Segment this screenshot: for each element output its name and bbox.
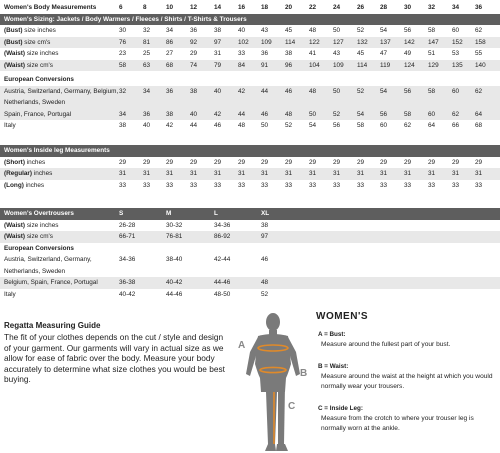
row-label-unit: size inches [24, 27, 56, 34]
table-cell: 46 [214, 122, 222, 129]
section-header-bar [0, 14, 500, 26]
table-cell: 49 [404, 50, 412, 57]
size-header: L [214, 210, 218, 217]
waist-text: Measure around the waist at the height at which you would normally wear your trousers. [321, 373, 493, 390]
table-cell: 76 [119, 38, 127, 46]
table-cell: 33 [166, 181, 174, 189]
size-header: 28 [380, 4, 388, 11]
table-cell: 135 [452, 61, 463, 69]
table-cell: 33 [190, 181, 198, 189]
table-cell: 32 [143, 27, 151, 34]
table-cell: 31 [475, 170, 483, 177]
table-cell: 31 [190, 170, 198, 177]
table-cell: 52 [357, 87, 365, 95]
table-cell: 62 [475, 27, 483, 34]
inside-leg-table [0, 145, 500, 191]
table-cell: 46 [261, 256, 269, 263]
table-cell: 44 [190, 122, 198, 129]
table-cell: 44 [261, 87, 269, 95]
table-cell: 33 [309, 181, 317, 189]
table-cell: 62 [404, 122, 412, 129]
table-cell: 50 [333, 27, 341, 34]
table-cell: 33 [428, 181, 436, 189]
table-cell: 114 [357, 61, 368, 69]
table-cell: 152 [452, 38, 463, 46]
table-cell: 29 [190, 158, 198, 166]
table-cell: 38 [261, 221, 269, 229]
table-cell: 23 [119, 50, 127, 57]
row-label: Austria, Switzerland, Germany, Belgium, [4, 87, 119, 95]
table-cell: 58 [404, 110, 412, 118]
table-cell: 33 [380, 181, 388, 189]
table-row [0, 180, 500, 192]
size-header: 22 [309, 4, 317, 11]
table-cell: 109 [333, 61, 344, 69]
table-cell: 36 [166, 87, 174, 95]
table-cell: 38 [214, 27, 222, 34]
table-cell: 43 [261, 27, 269, 34]
table-cell: 55 [475, 50, 483, 57]
table-cell: 31 [309, 170, 317, 177]
row-label-unit: inches [26, 158, 46, 166]
section-title: Women's Overtrousers [4, 210, 74, 217]
table-cell: 66 [452, 122, 460, 129]
table-cell: 42 [166, 122, 174, 129]
size-header: M [166, 210, 172, 217]
table-cell: 29 [428, 158, 436, 166]
table-cell: 137 [380, 38, 391, 46]
row-label: Austria, Switzerland, Germany, [4, 256, 92, 263]
table-cell: 29 [404, 158, 412, 166]
table-cell: 127 [333, 38, 344, 46]
table-cell: 29 [261, 158, 269, 166]
table-cell: 34 [119, 110, 127, 118]
table-cell: 114 [285, 38, 296, 46]
table-cell: 96 [285, 61, 293, 69]
inside-leg-text: Measure from the crotch to where your trouser leg is normally worn at the ankle. [321, 415, 474, 432]
table-cell: 54 [309, 122, 317, 129]
table-cell: 74 [190, 61, 198, 69]
size-header: 8 [143, 4, 147, 11]
row-label-key: (Bust) [4, 38, 23, 46]
table-cell: 58 [357, 122, 365, 129]
figure-label-b: B [300, 368, 308, 379]
table-cell: 64 [428, 122, 436, 129]
row-label [4, 231, 53, 243]
table-cell: 36 [261, 50, 269, 57]
table-cell: 92 [190, 38, 198, 46]
table-cell: 31 [428, 170, 436, 177]
row-label [4, 60, 53, 72]
table-cell: 40 [190, 110, 198, 118]
section-header-bar [0, 145, 500, 157]
table-cell: 48 [309, 87, 317, 95]
table-cell: 32 [119, 87, 127, 95]
table-cell: 84 [238, 61, 246, 69]
row-label: Netherlands, Sweden [4, 99, 66, 106]
size-header: 24 [333, 4, 341, 11]
section-title: Women's Sizing: Jackets / Body Warmers / Fleeces / Shirts / T-Shirts & Trousers [4, 15, 247, 23]
table-cell: 33 [119, 181, 127, 189]
table-cell: 91 [261, 61, 269, 69]
table-cell: 147 [428, 38, 439, 46]
table-cell: 54 [380, 87, 388, 95]
row-label: Italy [4, 290, 16, 298]
table-row [0, 109, 500, 121]
table-cell: 60 [452, 87, 460, 95]
size-header: 36 [475, 4, 483, 11]
table-cell: 31 [238, 170, 246, 177]
table-cell: 29 [309, 158, 317, 166]
size-header: 26 [357, 4, 365, 11]
table-cell: 109 [261, 38, 272, 46]
table-cell: 54 [380, 27, 388, 34]
table-cell: 43 [333, 50, 341, 57]
table-cell: 140 [475, 61, 486, 69]
table-row [0, 157, 500, 169]
european-conversions-label [0, 243, 500, 255]
table-cell: 31 [166, 170, 174, 177]
table-cell: 36 [190, 27, 198, 34]
inside-leg-label: C = Inside Leg: [318, 405, 363, 412]
table-row [0, 254, 500, 266]
table-cell: 46 [285, 87, 293, 95]
table-cell: 51 [428, 50, 436, 57]
table-cell: 33 [475, 181, 483, 189]
section-title: Women's Inside leg Measurements [4, 147, 110, 154]
row-label-key: (Bust) [4, 27, 23, 34]
table-cell: 45 [357, 50, 365, 57]
waist-label: B = Waist: [318, 363, 349, 370]
row-label-unit: inches [33, 170, 53, 177]
figure-label-c: C [288, 401, 296, 412]
figure-label-a: A [238, 340, 246, 351]
table-cell: 34 [166, 27, 174, 34]
table-cell: 40 [214, 87, 222, 95]
sizes-header-row [0, 2, 500, 14]
table-cell: 97 [214, 38, 222, 46]
table-cell: 102 [238, 38, 249, 46]
table-row [0, 220, 500, 232]
body-measurements-table [0, 2, 500, 132]
row-label [4, 168, 52, 180]
table-cell: 122 [309, 38, 320, 46]
table-cell: 38 [190, 87, 198, 95]
size-header: 32 [428, 4, 436, 11]
womens-heading: WOMEN'S [316, 311, 368, 322]
table-cell: 31 [261, 170, 269, 177]
size-header: 18 [261, 4, 269, 11]
size-header: XL [261, 210, 270, 217]
table-cell: 31 [333, 170, 341, 177]
table-cell: 58 [428, 27, 436, 34]
table-cell: 60 [452, 27, 460, 34]
table-cell: 124 [404, 61, 415, 69]
table-cell: 48 [309, 27, 317, 34]
table-cell: 52 [261, 290, 269, 298]
table-cell: 48 [261, 279, 269, 286]
table-cell: 56 [404, 87, 412, 95]
table-row [0, 120, 500, 132]
table-cell: 42-44 [214, 256, 231, 263]
table-cell: 50 [333, 87, 341, 95]
overtrousers-table [0, 208, 500, 300]
inside-leg-rows [0, 157, 500, 192]
table-row [0, 86, 500, 98]
bust-text: Measure around the fullest part of your bust. [321, 341, 451, 348]
silhouette [246, 313, 300, 451]
table-row [0, 231, 500, 243]
table-cell: 64 [475, 110, 483, 118]
table-cell: 29 [238, 158, 246, 166]
table-cell: 44-46 [214, 279, 231, 286]
table-cell: 33 [261, 181, 269, 189]
table-row [0, 277, 500, 289]
guide-title: Regatta Measuring Guide [4, 321, 101, 330]
row-label-unit: size inches [26, 221, 59, 229]
table-cell: 86 [166, 38, 174, 46]
table-row [0, 168, 500, 180]
table-cell: 33 [452, 181, 460, 189]
table-cell: 38 [285, 50, 293, 57]
row-label [4, 220, 58, 232]
table-cell: 46 [261, 110, 269, 118]
guide-text: The fit of your clothes depends on the cut / style and design of your garment. Our garments will vary in actual size as we allow for ease of fabric over the body. Measure your body accurately to determine what size clothes you would be best buying. [4, 332, 225, 384]
row-label-unit: size cm's [24, 38, 51, 46]
table-cell: 47 [380, 50, 388, 57]
row-label-key: (Waist) [4, 221, 26, 229]
table-cell: 56 [380, 110, 388, 118]
table-cell: 129 [428, 61, 439, 69]
table-cell: 79 [214, 61, 222, 69]
table-cell: 63 [143, 61, 151, 69]
table-cell: 29 [166, 158, 174, 166]
table-cell: 58 [119, 61, 127, 69]
table-cell: 29 [143, 158, 151, 166]
table-row [0, 60, 500, 72]
table-cell: 86-92 [214, 233, 231, 240]
table-cell: 52 [333, 110, 341, 118]
table-cell: 27 [166, 50, 174, 57]
table-cell: 48 [238, 122, 246, 129]
table-cell: 68 [166, 61, 174, 69]
european-conversions-label [0, 74, 500, 86]
table-cell: 132 [357, 38, 368, 46]
table-cell: 119 [380, 61, 391, 69]
row-label-key: (Long) [4, 181, 24, 189]
size-header: 30 [404, 4, 412, 11]
table-cell: 42 [238, 87, 246, 95]
table-cell: 31 [357, 170, 365, 177]
table-cell: 29 [214, 158, 222, 166]
table-cell: 58 [428, 87, 436, 95]
european-rows [0, 86, 500, 132]
table-cell: 33 [238, 50, 246, 57]
body-figure-illustration [228, 312, 318, 453]
table-cell: 52 [285, 122, 293, 129]
table-cell: 29 [475, 158, 483, 166]
table-cell: 31 [452, 170, 460, 177]
table-cell: 104 [309, 61, 320, 69]
table-cell: 50 [261, 122, 269, 129]
table-cell: 33 [238, 181, 246, 189]
row-label-key: (Waist) [4, 50, 26, 57]
table-cell: 29 [452, 158, 460, 166]
bust-label: A = Bust: [318, 331, 346, 338]
table-cell: 31 [404, 170, 412, 177]
row-label-unit: inches [25, 181, 45, 189]
table-cell: 50 [309, 110, 317, 118]
row-label: Belgium, Spain, France, Portugal [4, 279, 98, 286]
table-row [0, 97, 500, 109]
table-cell: 33 [357, 181, 365, 189]
size-header: 12 [190, 4, 198, 11]
row-label [4, 37, 50, 49]
table-cell: 34-36 [119, 256, 136, 263]
table-cell: 31 [143, 170, 151, 177]
table-cell: 38 [166, 110, 174, 118]
size-header: 20 [285, 4, 293, 11]
table-cell: 34-36 [214, 221, 231, 229]
table-cell: 66-71 [119, 233, 136, 240]
row-label-key: (Short) [4, 158, 25, 166]
table-cell: 29 [190, 50, 198, 57]
row-label [4, 48, 58, 60]
table-cell: 33 [214, 181, 222, 189]
table-cell: 34 [143, 87, 151, 95]
table-cell: 29 [380, 158, 388, 166]
table-cell: 33 [143, 181, 151, 189]
table-cell: 31 [214, 50, 222, 57]
row-label [4, 180, 44, 192]
table-cell: 97 [261, 233, 269, 240]
table-cell: 40-42 [119, 290, 136, 298]
size-header: 6 [119, 4, 123, 11]
row-label-unit: size inches [26, 50, 59, 57]
table-cell: 54 [357, 110, 365, 118]
european-title: European Conversions [4, 76, 74, 83]
table-cell: 31 [380, 170, 388, 177]
table-cell: 29 [119, 158, 127, 166]
size-header: 14 [214, 4, 222, 11]
table-cell: 33 [404, 181, 412, 189]
table-row [0, 289, 500, 301]
table-cell: 41 [309, 50, 317, 57]
table-row [0, 25, 500, 37]
table-cell: 33 [333, 181, 341, 189]
table-row [0, 37, 500, 49]
table-cell: 45 [285, 27, 293, 34]
table-cell: 56 [333, 122, 341, 129]
table-title: Women's Body Measurements [4, 4, 97, 11]
size-header: 34 [452, 4, 460, 11]
table-cell: 52 [357, 27, 365, 34]
size-header: 10 [166, 4, 174, 11]
table-cell: 81 [143, 38, 151, 46]
table-cell: 29 [357, 158, 365, 166]
row-label-unit: size cm's [26, 61, 53, 69]
table-cell: 53 [452, 50, 460, 57]
table-cell: 48-50 [214, 290, 231, 298]
table-cell: 36 [143, 110, 151, 118]
table-cell: 36-38 [119, 279, 136, 286]
row-label: Italy [4, 122, 16, 129]
overtrouser-rows [0, 220, 500, 243]
table-cell: 30-32 [166, 221, 183, 229]
table-cell: 33 [285, 181, 293, 189]
table-cell: 158 [475, 38, 486, 46]
table-row [0, 48, 500, 60]
table-cell: 76-81 [166, 233, 183, 240]
size-header: 16 [238, 4, 246, 11]
table-cell: 56 [404, 27, 412, 34]
table-cell: 31 [285, 170, 293, 177]
table-cell: 29 [333, 158, 341, 166]
table-cell: 25 [143, 50, 151, 57]
row-label-key: (Waist) [4, 61, 26, 69]
row-label [4, 25, 56, 37]
table-cell: 42 [214, 110, 222, 118]
table-cell: 38-40 [166, 256, 183, 263]
table-cell: 30 [119, 27, 127, 34]
table-cell: 31 [214, 170, 222, 177]
european-title: European Conversions [4, 244, 74, 252]
table-cell: 62 [475, 87, 483, 95]
table-cell: 62 [452, 110, 460, 118]
row-label-key: (Waist) [4, 233, 26, 240]
row-label [4, 157, 45, 169]
row-label-unit: size cm's [26, 233, 53, 240]
table-cell: 29 [285, 158, 293, 166]
table-cell: 44-46 [166, 290, 183, 298]
size-header: S [119, 210, 124, 217]
table-cell: 60 [428, 110, 436, 118]
overtrouser-european-rows [0, 254, 500, 300]
table-cell: 26-28 [119, 221, 136, 229]
table-cell: 48 [285, 110, 293, 118]
table-cell: 38 [119, 122, 127, 129]
table-cell: 142 [404, 38, 415, 46]
row-label: Spain, France, Portugal [4, 110, 72, 118]
section-header-bar [0, 208, 500, 220]
table-cell: 31 [119, 170, 127, 177]
table-cell: 60 [380, 122, 388, 129]
row-label: Netherlands, Sweden [4, 267, 66, 275]
table-cell: 68 [475, 122, 483, 129]
measurement-rows [0, 25, 500, 71]
table-cell: 40 [143, 122, 151, 129]
table-cell: 40 [238, 27, 246, 34]
table-cell: 44 [238, 110, 246, 118]
row-label-key: (Regular) [4, 170, 33, 177]
table-row [0, 266, 500, 278]
table-cell: 40-42 [166, 279, 183, 286]
